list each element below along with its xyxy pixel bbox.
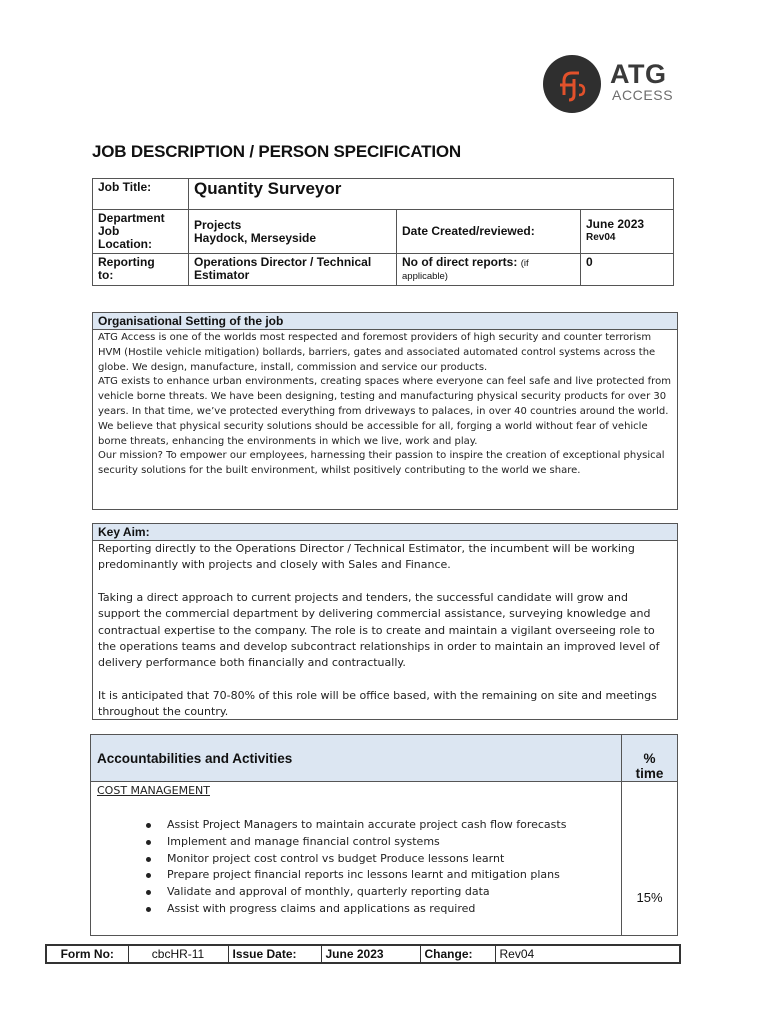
logo-brand: ATG [610, 59, 667, 89]
job-title-value: Quantity Surveyor [189, 179, 674, 210]
form-no-label: Form No: [46, 945, 128, 963]
job-label: Job [98, 224, 120, 238]
logo-mark-icon [543, 55, 601, 113]
time-heading [622, 735, 678, 782]
organisational-paragraph: ATG Access is one of the worlds most respected and foremost providers of high security and counter terrorism HVM (Hostile vehicle mitigation) bollards, barriers, gates and associated automated control systems across the globe. We design, manufacture, install, commission and service our products. [98, 332, 656, 373]
cost-management-list [97, 817, 615, 918]
page-title: JOB DESCRIPTION / PERSON SPECIFICATION [92, 142, 461, 161]
change-value: Rev04 [495, 945, 680, 963]
list-item: Assist Project Managers to maintain accurate project cash flow forecasts [167, 817, 615, 834]
key-aim-paragraph: Reporting directly to the Operations Director / Technical Estimator, the incumbent will be working predominantly with projects and closely with Sales and Finance. [98, 542, 635, 572]
form-footer [45, 944, 681, 964]
list-item: Monitor project cost control vs budget Produce lessons learnt [167, 851, 615, 868]
location-label: Location: [98, 237, 152, 251]
time-heading-percent: % [643, 751, 656, 766]
issue-date-label: Issue Date: [228, 945, 321, 963]
organisational-heading: Organisational Setting of the job [93, 313, 677, 330]
key-aim-heading: Key Aim: [93, 524, 677, 541]
atg-logo [543, 55, 683, 113]
key-aim-section [92, 523, 678, 720]
department-label: Department [98, 211, 165, 225]
form-no-value: cbcHR-11 [128, 945, 228, 963]
list-item: Validate and approval of monthly, quarterly reporting data [167, 884, 615, 901]
change-label: Change: [420, 945, 495, 963]
organisational-paragraph: Our mission? To empower our employees, harnessing their passion to inspire the creation of exceptional physical security solutions for the built environment, whilst positively contributing to the world we share. [98, 450, 665, 477]
reporting-value-1: Operations Director / Technical [194, 255, 372, 269]
department-value-cell [189, 210, 397, 254]
list-item: Prepare project financial reports inc lessons learnt and mitigation plans [167, 867, 615, 884]
organisational-paragraph: ATG exists to enhance urban environments, creating spaces where everyone can feel safe and live protected from vehicle borne threats. We have been designing, testing and manufacturing physical security products for over 30 years. In that time, we’ve protected everything from driveways to palaces, in over 40 countries around the world. [98, 376, 671, 417]
department-value: Projects [194, 218, 242, 232]
issue-date-value: June 2023 [321, 945, 420, 963]
accountabilities-heading: Accountabilities and Activities [91, 735, 622, 782]
key-aim-body [93, 541, 677, 722]
key-aim-paragraph: Taking a direct approach to current projects and tenders, the successful candidate will grow and support the commercial department by delivering commercial assistance, surveying knowledge and contractual expertise to the company. The role is to create and maintain a vigilant overseeing role to the operations teams and develop subcontract relationships in order to maintain an improved level of delivery performance both financially and contractually. [98, 590, 660, 670]
direct-reports-note-2: applicable) [402, 271, 448, 282]
reporting-label-2: to: [98, 268, 114, 282]
direct-reports-label-cell [397, 254, 581, 286]
reporting-value-2: Estimator [194, 268, 250, 282]
direct-reports-label: No of direct reports: [402, 255, 518, 269]
location-value: Haydock, Merseyside [194, 231, 317, 245]
organisational-body [93, 330, 677, 483]
cost-management-title: COST MANAGEMENT [97, 784, 210, 797]
direct-reports-note-1: (if [520, 258, 529, 269]
key-aim-paragraph: It is anticipated that 70-80% of this role will be office based, with the remaining on site and meetings throughout the country. [98, 688, 657, 719]
organisational-section [92, 312, 678, 510]
job-header-table [92, 178, 674, 286]
cost-management-cell [91, 782, 622, 936]
reporting-value-cell [189, 254, 397, 286]
time-percentage: 15% [622, 782, 678, 936]
rev-value: Rev04 [586, 232, 616, 243]
date-label: Date Created/reviewed: [397, 210, 581, 254]
organisational-paragraph: We believe that physical security solutions should be accessible for all, forging a world without fear of vehicle borne threats, enhancing the environments in which we live, work and play. [98, 420, 648, 447]
job-title-label: Job Title: [98, 180, 152, 194]
date-value-cell [581, 210, 674, 254]
date-value: June 2023 [586, 217, 645, 231]
job-title-label-cell [93, 179, 189, 210]
accountabilities-table [90, 734, 678, 936]
list-item: Assist with progress claims and applications as required [167, 901, 615, 918]
department-label-cell [93, 210, 189, 254]
reporting-label-cell [93, 254, 189, 286]
reporting-label-1: Reporting [98, 255, 155, 269]
logo-subtitle: ACCESS [612, 87, 674, 103]
time-heading-label: time [635, 766, 664, 781]
direct-reports-value: 0 [581, 254, 674, 286]
list-item: Implement and manage financial control systems [167, 834, 615, 851]
